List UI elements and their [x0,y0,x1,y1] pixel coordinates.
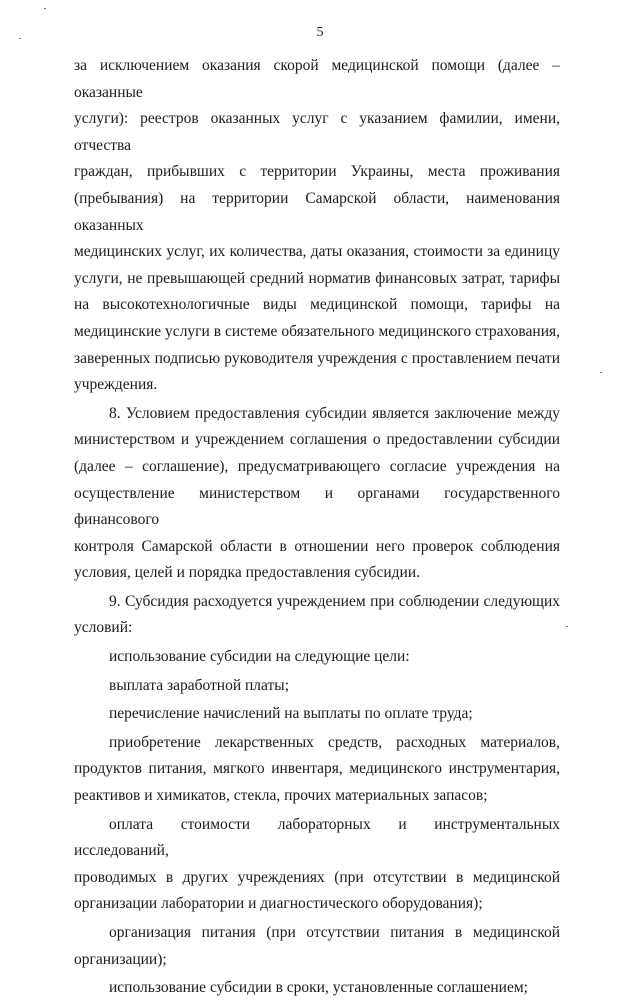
text-line: продуктов питания, мягкого инвентаря, медицинского инструментария, [74,760,560,778]
text-line: министерством и учреждением соглашения о предоставлении субсидии [74,431,560,449]
paragraph-9-conditions [74,589,560,642]
page-number: 5 [316,25,324,40]
list-item: использование субсидии на следующие цели: [109,648,410,666]
text-line: проводимых в других учреждениях (при отсутствии в медицинской [74,868,560,886]
text-line: за исключением оказания скорой медицинской помощи (далее – оказанные [74,57,560,101]
text-line: реактивов и химикатов, стекла, прочих материальных запасов; [74,787,488,805]
text-line: услуги, не превышающей средний норматив финансовых затрат, тарифы [74,269,560,287]
text-line: (далее – соглашение), предусматривающего согласие учреждения на [74,457,560,475]
scan-speck [44,8,46,9]
scan-speck [566,626,568,627]
text-line: медицинских услуг, их количества, даты оказания, стоимости за единицу [74,243,560,261]
text-line: на высокотехнологичные виды медицинской помощи, тарифы на [74,296,560,314]
paragraph-8-agreement [74,401,560,587]
list-item-supplies [74,730,560,810]
text-line: организации лаборатории и диагностического оборудования); [74,895,483,913]
text-line: медицинские услуги в системе обязательного медицинского страхования, [74,322,560,340]
list-item-lab-tests [74,812,560,918]
text-line: условия, целей и порядка предоставления субсидии. [74,564,421,582]
text-line: учреждения. [74,376,158,394]
text-line: 9. Субсидия расходуется учреждением при соблюдении следующих [109,592,560,610]
text-line: заверенных подписью руководителя учреждения с проставлением печати [74,349,560,367]
document-body [74,53,560,1002]
text-line: организация питания (при отсутствии питания в медицинской [109,924,560,941]
text-line: приобретение лекарственных средств, расходных материалов, [109,733,560,751]
scan-speck [19,38,21,39]
scan-speck [600,372,602,373]
list-item: выплата заработной платы; [109,676,290,694]
list-item-terms: использование субсидии в сроки, установленные соглашением; [109,979,528,997]
paragraph-reporting [74,53,560,399]
text-line: граждан, прибывших с территории Украины, места проживания [74,163,560,181]
list-item-food [74,920,560,973]
list-item: перечисление начислений на выплаты по оплате труда; [109,705,473,723]
text-line: организации); [74,950,167,968]
text-line: 8. Условием предоставления субсидии является заключение между [109,404,560,422]
text-line: условий: [74,619,133,637]
text-line: оплата стоимости лабораторных и инструментальных исследований, [74,815,560,860]
text-line: (пребывания) на территории Самарской области, наименования оказанных [74,189,560,234]
text-line: контроля Самарской области в отношении него проверок соблюдения [74,537,560,555]
conditions-list [74,644,560,1002]
text-line: осуществление министерством и органами государственного финансового [74,484,560,529]
text-line: услуги): реестров оказанных услуг с указанием фамилии, имени, отчества [74,110,560,154]
